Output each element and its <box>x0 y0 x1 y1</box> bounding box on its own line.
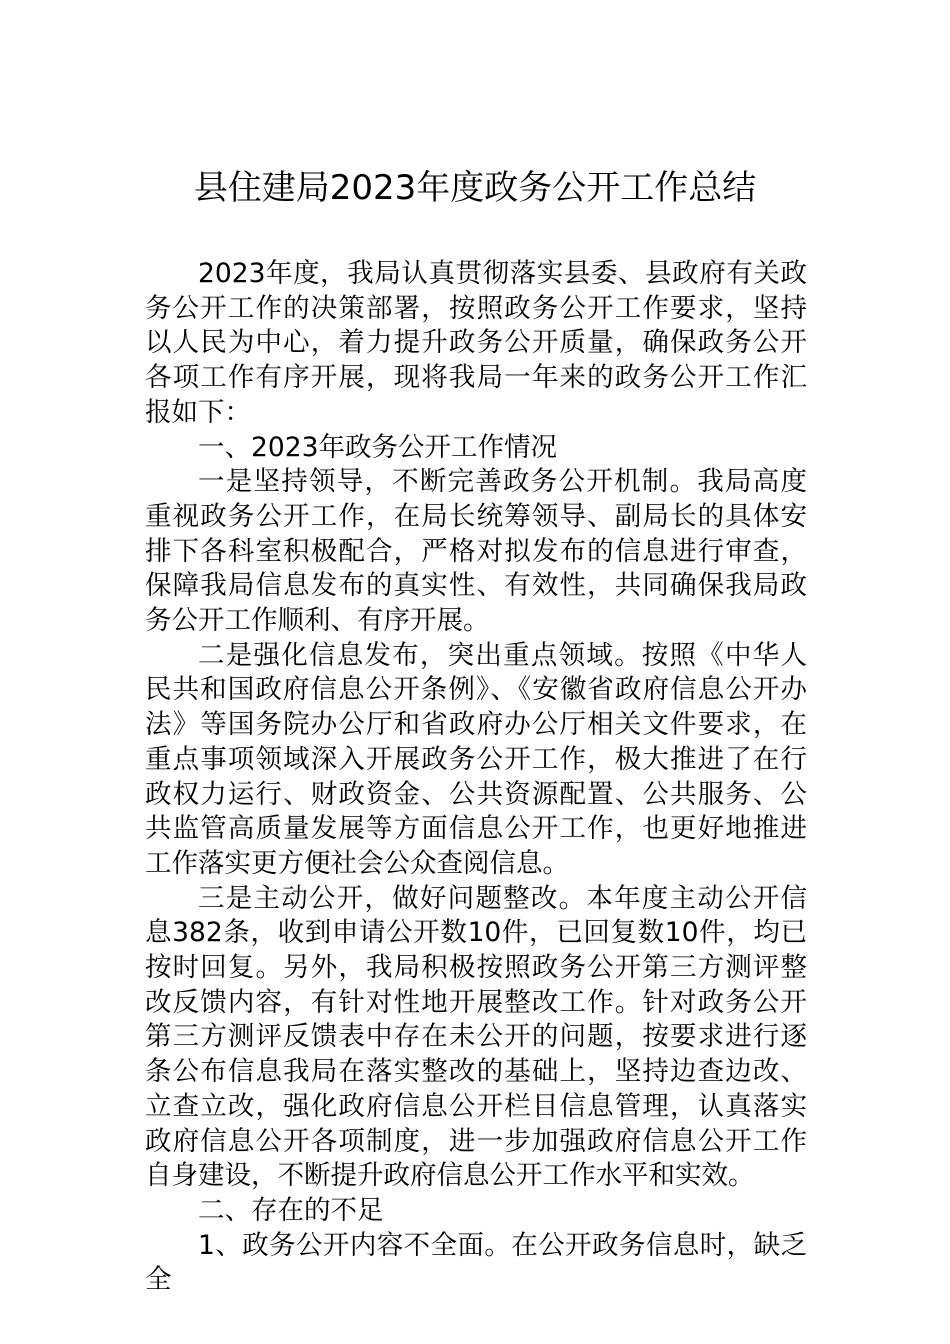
paragraph-leadership: 一是坚持领导，不断完善政务公开机制。我局高度重视政务公开工作，在局长统筹领导、副局长的具体安排下各科室积极配合，严格对拟发布的信息进行审查，保障我局信息发布的真实性、有效性，共同确保我局政务公开工作顺利、有序开展。 <box>145 466 807 637</box>
section-heading-shortcomings: 二、存在的不足 <box>198 1194 384 1226</box>
document-body <box>145 257 807 1298</box>
document-title: 县住建局2023年度政务公开工作总结 <box>193 168 757 208</box>
intro-paragraph: 2023年度，我局认真贯彻落实县委、县政府有关政务公开工作的决策部署，按照政务公开工作要求，坚持以人民为中心，着力提升政务公开质量，确保政务公开各项工作有序开展，现将我局一年来的政务公开工作汇报如下： <box>145 258 807 428</box>
paragraph-proactive-disclosure: 三是主动公开，做好问题整改。本年度主动公开信息382条，收到申请公开数10件，已回复数10件，均已按时回复。另外，我局积极按照政务公开第三方测评整改反馈内容，有针对性地开展整改工作。针对政务公开第三方测评反馈表中存在未公开的问题，按要求进行逐条公布信息我局在落实整改的基础上，坚持边查边改、立查立改，强化政府信息公开栏目信息管理，认真落实政府信息公开各项制度，进一步加强政府信息公开工作自身建设，不断提升政府信息公开工作水平和实效。 <box>145 882 807 1192</box>
section-heading-work-status: 一、2023年政务公开工作情况 <box>198 431 557 463</box>
paragraph-information-release: 二是强化信息发布，突出重点领域。按照《中华人民共和国政府信息公开条例》、《安徽省政府信息公开办法》等国务院办公厅和省政府办公厅相关文件要求，在重点事项领域深入开展政务公开工作，极大推进了在行政权力运行、财政资金、公共资源配置、公共服务、公共监管高质量发展等方面信息公开工作，也更好地推进工作落实更方便社会公众查阅信息。 <box>145 639 807 879</box>
paragraph-shortcoming-1: 1、政务公开内容不全面。在公开政务信息时，缺乏全 <box>145 1229 807 1296</box>
